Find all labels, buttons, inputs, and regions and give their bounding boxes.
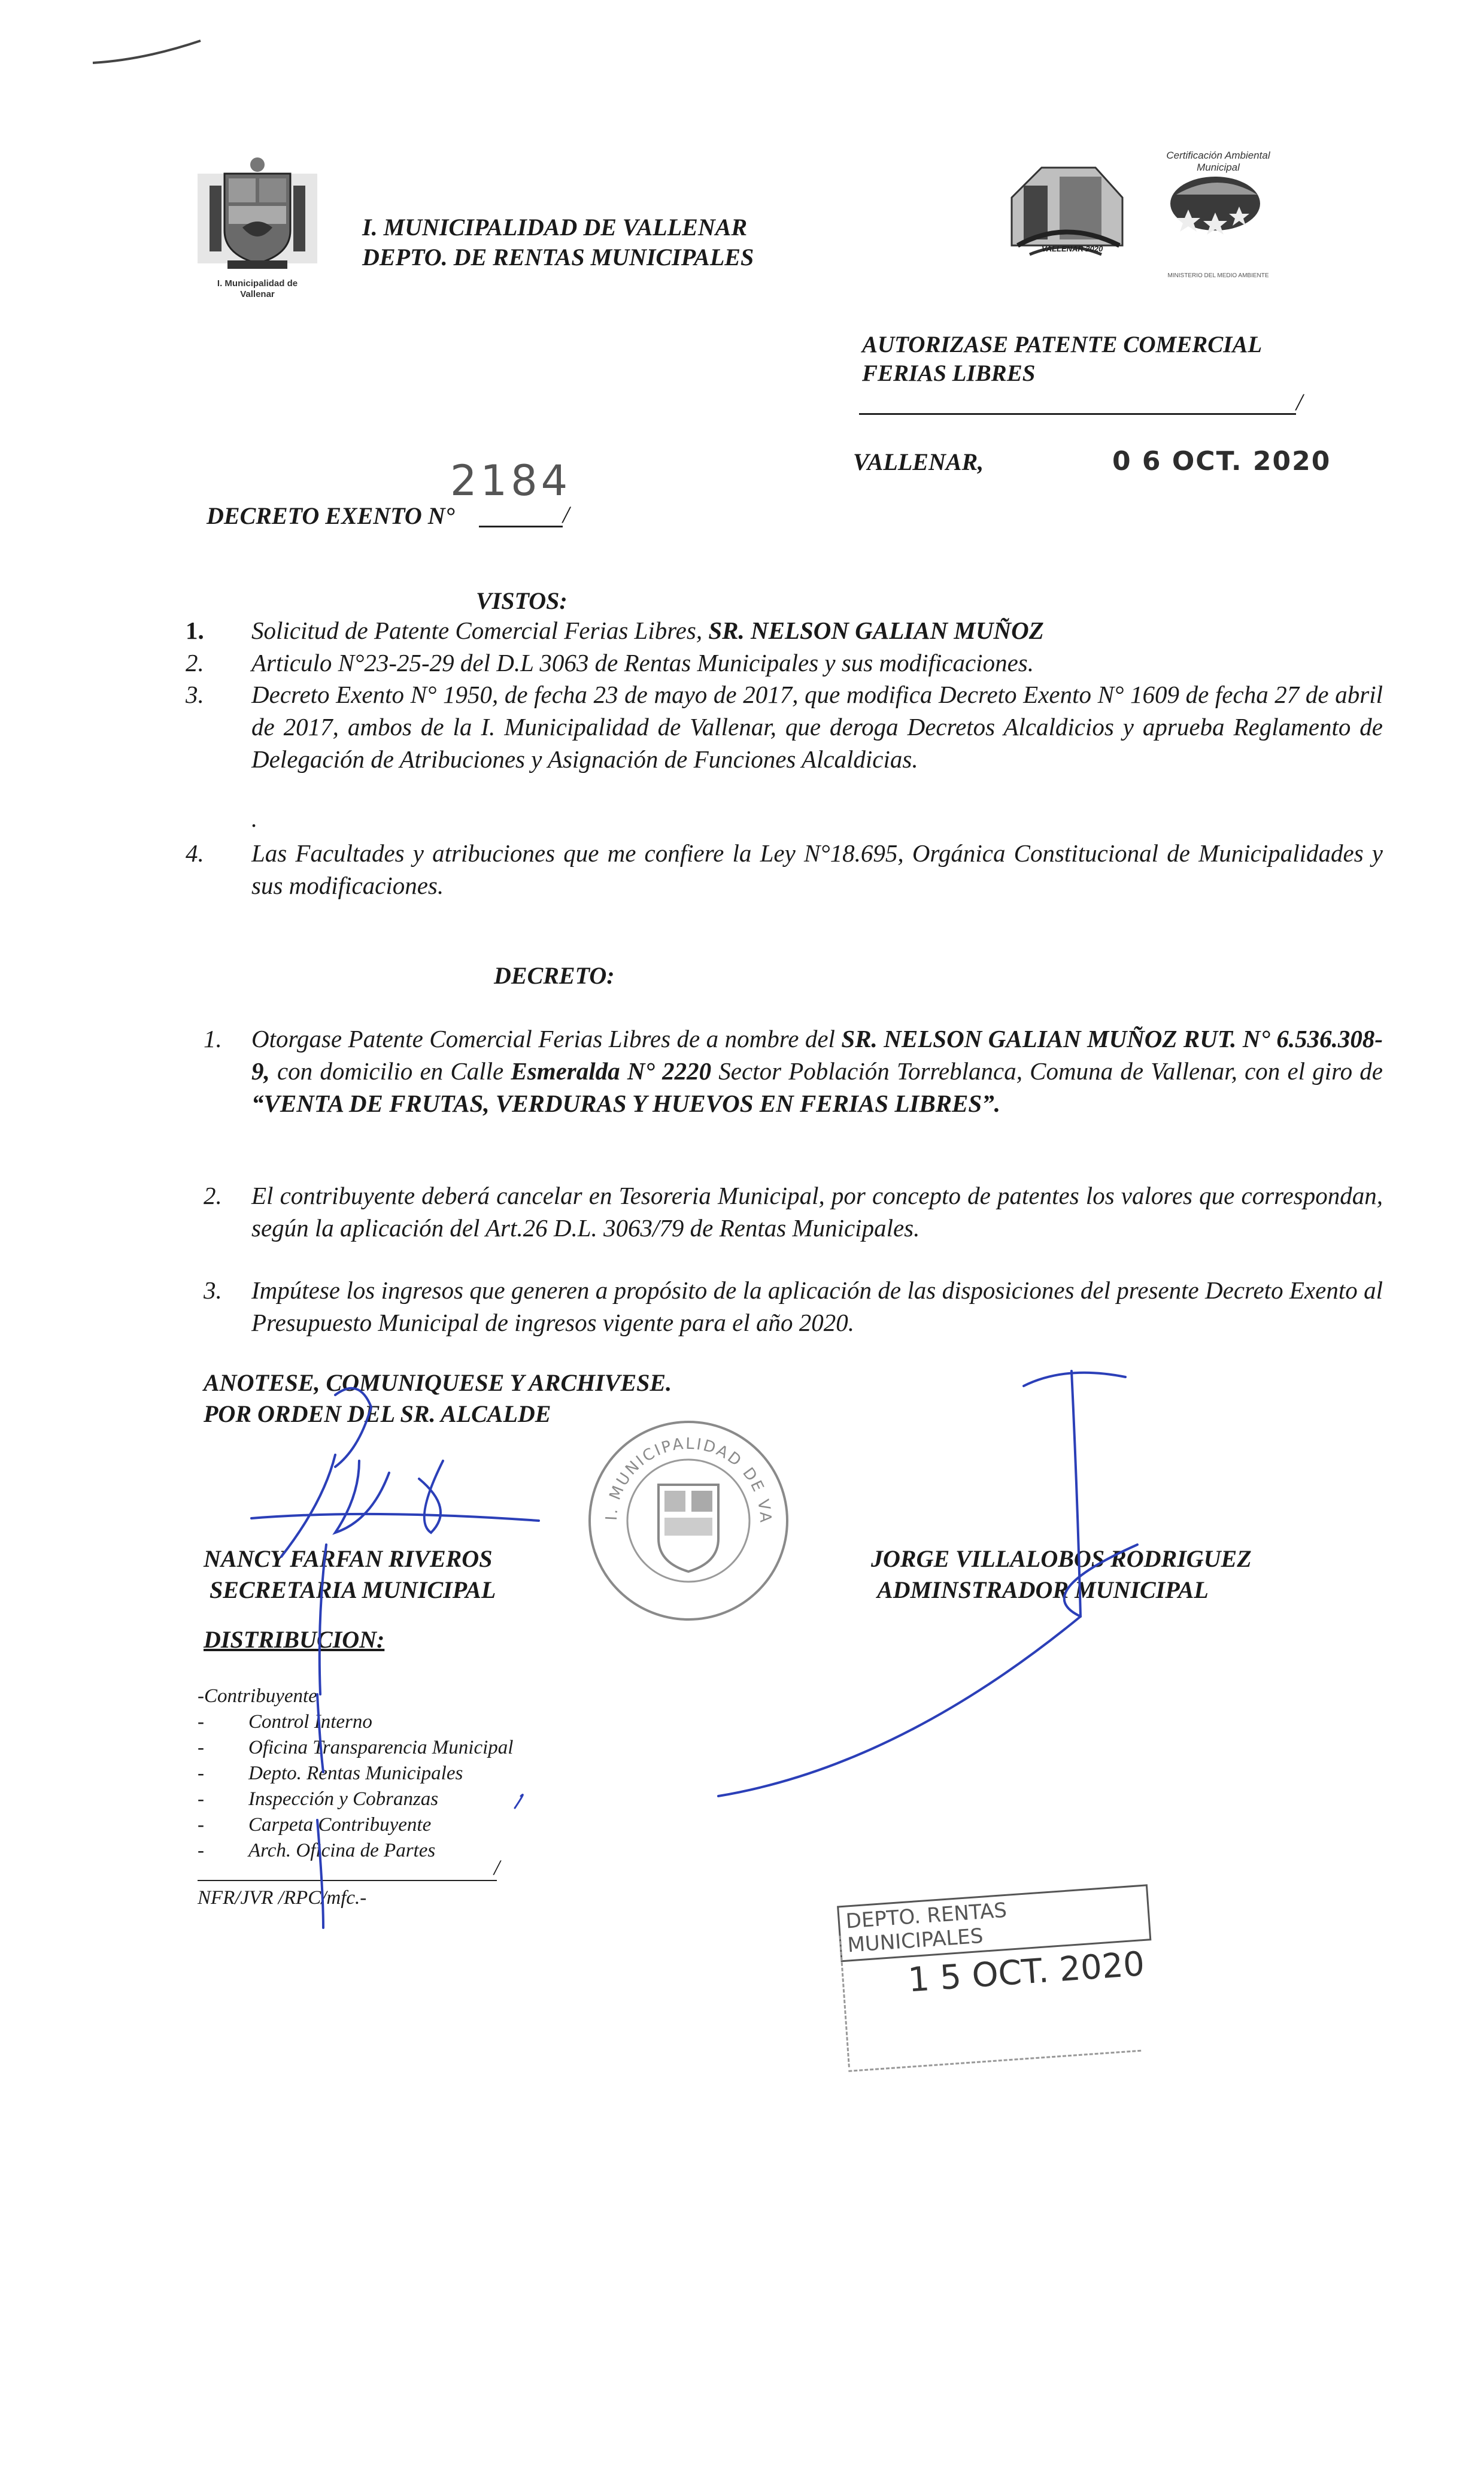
subject-block xyxy=(862,330,1262,388)
vistos-heading: VISTOS: xyxy=(476,587,567,614)
decree-number-underline xyxy=(479,526,563,527)
received-stamp-header: DEPTO. RENTAS MUNICIPALES xyxy=(837,1884,1151,1962)
distribution-item: - Oficina Transparencia Municipal xyxy=(198,1737,514,1758)
distribution-item: - Depto. Rentas Municipales xyxy=(198,1763,463,1784)
municipal-crest xyxy=(192,150,323,299)
city-logo-icon xyxy=(1000,156,1131,275)
decreto-3-num: 3. xyxy=(204,1276,222,1304)
decree-number: 2184 xyxy=(450,456,572,505)
decreto-1-t1: Otorgase Patente Comercial Ferias Libres de a nombre del xyxy=(251,1025,842,1053)
closing-line2: POR ORDEN DEL SR. ALCALDE xyxy=(204,1400,551,1427)
subject-slash: / xyxy=(1296,389,1303,415)
reference-initials: NFR/JVR /RPC/mfc.- xyxy=(198,1887,367,1909)
decreto-1-text xyxy=(251,1023,1383,1120)
distribution-item: - Control Interno xyxy=(198,1711,372,1733)
vallenar-2020-logo xyxy=(1000,156,1131,275)
distribution-heading: DISTRIBUCION: xyxy=(204,1626,385,1653)
distribution-slash: / xyxy=(494,1855,500,1879)
cert-logo-caption: MINISTERIO DEL MEDIO AMBIENTE xyxy=(1167,272,1269,279)
distribution-item: - Inspección y Cobranzas xyxy=(198,1788,439,1810)
left-signatory-name: NANCY FARFAN RIVEROS xyxy=(204,1545,493,1572)
city-logo-text: VALLENAR 2020 xyxy=(1042,244,1103,253)
distribution-item: -Contribuyente xyxy=(198,1685,317,1707)
closing-line1: ANOTESE, COMUNIQUESE Y ARCHIVESE. xyxy=(204,1369,672,1396)
right-signatory xyxy=(871,1543,1252,1606)
decreto-1-t2: con domicilio en Calle xyxy=(269,1057,511,1085)
org-header xyxy=(362,213,754,272)
seal-ring-text: I. MUNICIPALIDAD DE VA xyxy=(602,1434,775,1525)
subject-underline xyxy=(859,413,1296,415)
decreto-3-text: Impútese los ingresos que generen a propósito de la aplicación de las disposiciones del presente Decreto Exento al Presupuesto Municipal de ingresos vigente para el año 2020. xyxy=(251,1276,1383,1336)
right-signatory-name: JORGE VILLALOBOS RODRIGUEZ xyxy=(871,1545,1252,1572)
vistos-4-num: 4. xyxy=(186,839,204,867)
crest-icon xyxy=(192,150,323,275)
subject-line2: FERIAS LIBRES xyxy=(862,360,1036,386)
distribution-item: - Arch. Oficina de Partes xyxy=(198,1840,436,1861)
decree-slash: / xyxy=(563,501,570,528)
org-line1: I. MUNICIPALIDAD DE VALLENAR xyxy=(362,214,748,241)
vistos-1-pre: Solicitud de Patente Comercial Ferias Libres, xyxy=(251,617,709,644)
decreto-1-num: 1. xyxy=(204,1025,222,1053)
cert-logo-text: Certificación Ambiental Municipal xyxy=(1166,150,1270,173)
received-stamp xyxy=(837,1884,1163,2121)
org-line2: DEPTO. DE RENTAS MUNICIPALES xyxy=(362,244,754,271)
place-label: VALLENAR, xyxy=(853,448,984,475)
decreto-heading: DECRETO: xyxy=(494,962,615,989)
decreto-2-text: El contribuyente deberá cancelar en Tesoreria Municipal, por concepto de patentes los valores que correspondan, según la aplicación del Art.26 D.L. 3063/79 de Rentas Municipales. xyxy=(251,1182,1383,1242)
right-signatory-title: ADMINSTRADOR MUNICIPAL xyxy=(877,1576,1209,1603)
vistos-1-num: 1. xyxy=(186,617,204,644)
decreto-1-giro: “VENTA DE FRUTAS, VERDURAS Y HUEVOS EN FERIAS LIBRES”. xyxy=(251,1090,1000,1117)
decreto-1-address: Esmeralda N° 2220 xyxy=(511,1057,712,1085)
vistos-4-text: Las Facultades y atribuciones que me confiere la Ley N°18.695, Orgánica Constitucional de Municipalidades y sus modificaciones. xyxy=(251,839,1383,899)
certification-logo xyxy=(1146,150,1278,287)
decreto-1-t3: Sector Población Torreblanca, Comuna de Vallenar, con el giro de xyxy=(711,1057,1383,1085)
vistos-2-text: Articulo N°23-25-29 del D.L 3063 de Rentas Municipales y sus modificaciones. xyxy=(251,649,1034,677)
scribble-mark xyxy=(90,36,210,72)
decreto-1-rut: SR. NELSON GALIAN MUÑOZ RUT. N° 6.536.308-9, xyxy=(251,1025,1383,1085)
distribution-item: - Carpeta Contribuyente xyxy=(198,1814,432,1836)
initials-rule xyxy=(198,1880,497,1881)
received-stamp-date: 1 5 OCT. 2020 xyxy=(906,1945,1146,2000)
vistos-3-num: 3. xyxy=(186,681,204,708)
seal-icon xyxy=(581,1413,796,1628)
date-stamp: 0 6 OCT. 2020 xyxy=(1112,446,1331,477)
crest-caption: I. Municipalidad de Vallenar xyxy=(217,278,298,299)
distribution-list xyxy=(198,1684,513,1864)
stray-dot: . xyxy=(251,805,257,832)
vistos-3-text: Decreto Exento N° 1950, de fecha 23 de mayo de 2017, que modifica Decreto Exento N° 1609 de fecha 27 de abril de 2017, ambos de la I. Municipalidad de Vallenar, que deroga Decretos Alcaldicios y aprueba Reglamento de Delegación de Atribuciones y Asignación de Funciones Alcaldicias. xyxy=(251,681,1383,773)
left-signatory-title: SECRETARIA MUNICIPAL xyxy=(210,1576,496,1603)
vistos-2-num: 2. xyxy=(186,649,204,677)
left-signatory xyxy=(204,1543,496,1606)
subject-line1: AUTORIZASE PATENTE COMERCIAL xyxy=(862,332,1263,357)
municipal-seal xyxy=(581,1413,796,1628)
decreto-2-num: 2. xyxy=(204,1182,222,1209)
vistos-1-name: SR. NELSON GALIAN MUÑOZ xyxy=(708,617,1044,644)
decree-label: DECRETO EXENTO N° xyxy=(207,502,455,529)
vistos-1-text xyxy=(251,614,1383,647)
